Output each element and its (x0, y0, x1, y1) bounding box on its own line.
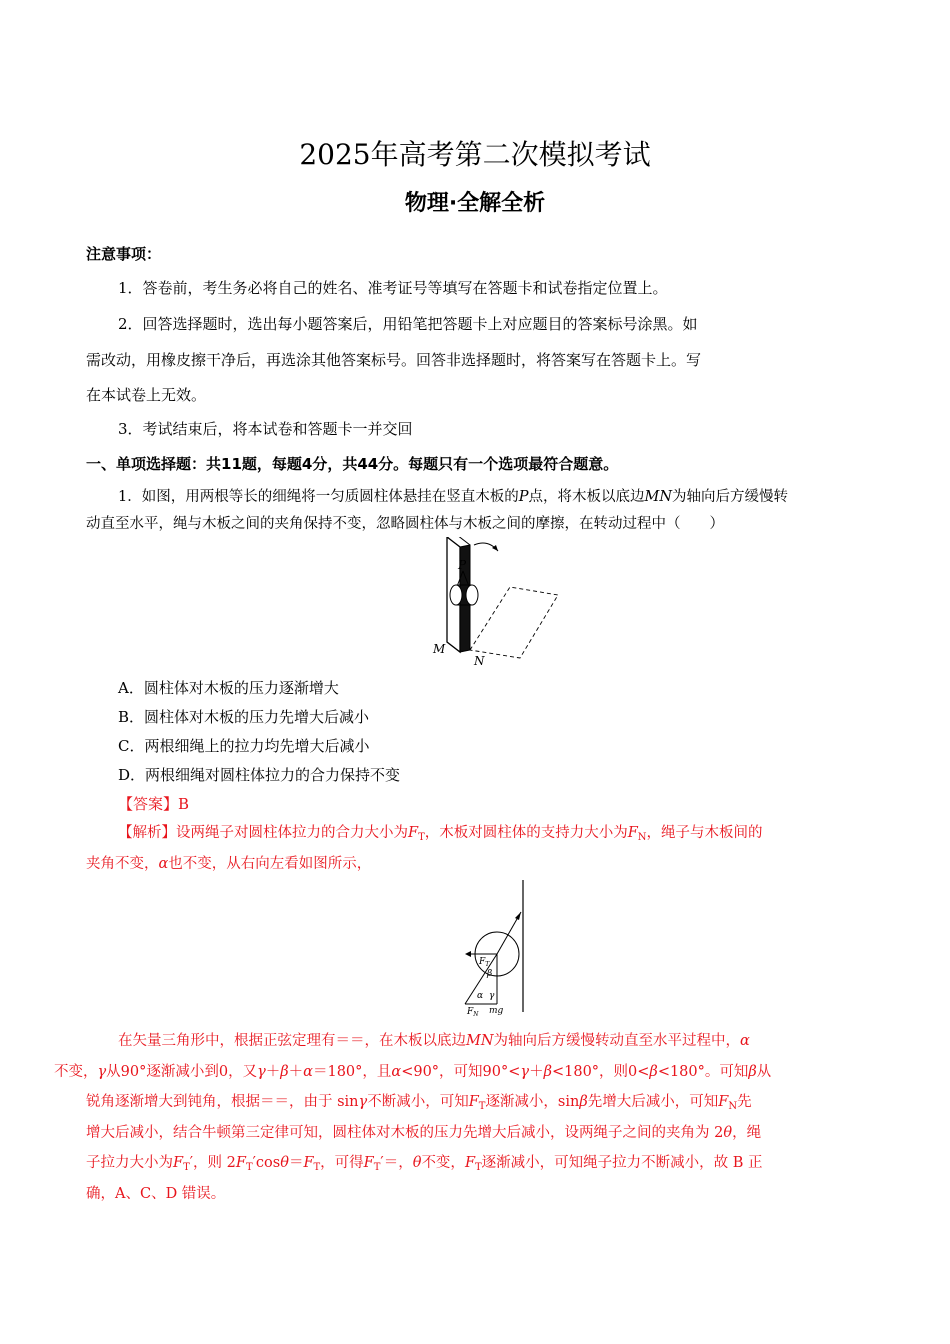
analysis-figure-forces (455, 880, 535, 1018)
analysis-line-2: 夹角不变，α也不变，从右向左看如图所示， (86, 856, 372, 872)
answer-line: 【答案】B (118, 795, 190, 813)
notice-item-2-line-2: 需改动，用橡皮擦干净后，再选涂其他答案标号。回答非选择题时，将答案写在答题卡上。写 (86, 351, 702, 369)
notice-item-3: 3．考试结束后，将本试卷和答题卡一并交回 (118, 420, 413, 438)
option-c: C．两根细绳上的拉力均先增大后减小 (118, 737, 370, 755)
option-d: D．两根细绳对圆柱体拉力的合力保持不变 (118, 766, 401, 784)
figure-label-mg: mg (489, 1006, 504, 1016)
option-a: A．圆柱体对木板的压力逐渐增大 (118, 679, 339, 697)
figure-label-fn: $F_N$ (467, 1007, 479, 1018)
question-figure-board (430, 537, 560, 669)
figure-label-alpha: α (477, 991, 484, 1001)
notice-item-2-line-3: 在本试卷上无效。 (86, 386, 207, 404)
figure-label-n: N (474, 654, 485, 668)
page-title: 2025年高考第二次模拟考试 (299, 138, 651, 171)
analysis-line-1: 【解析】设两绳子对圆柱体拉力的合力大小为$F_T$，木板对圆柱体的支持力大小为$F_N$，绳子与木板间的 (118, 825, 763, 843)
notice-item-2-line-1: 2．回答选择题时，选出每小题答案后，用铅笔把答题卡上对应题目的答案标号涂黑。如 (118, 315, 698, 333)
option-b: B．圆柱体对木板的压力先增大后减小 (118, 708, 370, 726)
figure-label-ft: $F_T$ (479, 957, 490, 968)
question-stem-line-2: 动直至水平，绳与木板之间的夹角保持不变，忽略圆柱体与木板之间的摩擦，在转动过程中（ ） (86, 516, 724, 532)
figure-label-beta: β (487, 969, 493, 979)
analysis-paragraph: 在矢量三角形中，根据正弦定理有＝＝，在木板以底边MN为轴向后方缓慢转动直至水平过程中，α 不变，γ从90°逐渐减小到0，又γ＋β＋α＝180°，且α<90°，可知90°<γ＋β<180°，则0<β<180°。可知β从 锐角逐渐增大到钝角，根据＝＝，由于 sinγ不断减小，可知$F_T$逐渐减小，sinβ先增大后减小，可知$F_N$先 增大后减小，结合牛顿第三定律可知，圆柱体对木板的压力先增大后减小，设两绳子之间的夹角为 2θ，绳 子拉力大小为$F_T'$，则 $2F_T'\cos\theta=F_T$，可得$F_T'=$，θ不变，$F_T$逐渐减小，可知绳子拉力不断减小，故 B 正 确，A、C、D 错误。 (54, 1033, 772, 1202)
page-subtitle: 物理·全解全析 (404, 191, 546, 216)
section-heading: 一、单项选择题：共11题，每题4分，共44分。每题只有一个选项最符合题意。 (86, 455, 619, 473)
figure-label-m: M (433, 642, 446, 656)
notice-heading: 注意事项： (86, 245, 162, 263)
figure-label-gamma: γ (489, 991, 495, 1001)
figure-label-p: P (458, 558, 467, 572)
notice-item-1: 1．答卷前，考生务必将自己的姓名、准考证号等填写在答题卡和试卷指定位置上。 (118, 279, 668, 297)
question-stem-line-1: 1．如图，用两根等长的细绳将一匀质圆柱体悬挂在竖直木板的P点，将木板以底边MN为轴向后方缓慢转 (118, 489, 789, 505)
